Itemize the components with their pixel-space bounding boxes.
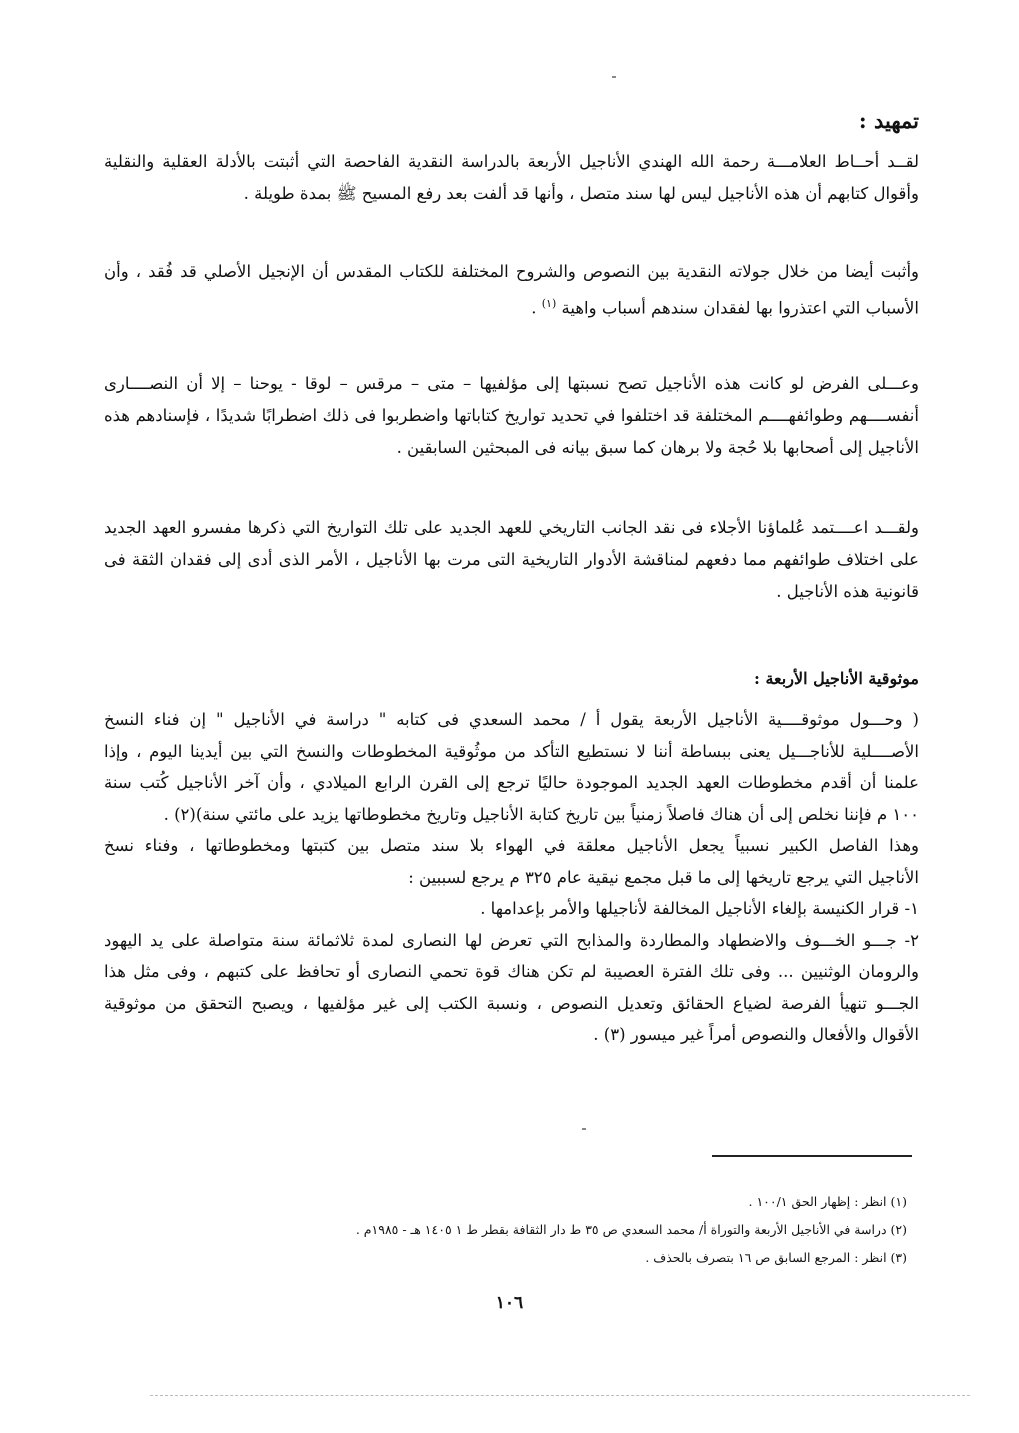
paragraph-2-text: وأثبت أيضا من خلال جولاته النقدية بين النصوص والشروح المختلفة للكتاب المقدس أن الإنجيل الأصلي قد فُقد ، وأن الأسباب التي اعتذروا بها لفقدان سندهم أسباب واهية: [104, 262, 919, 318]
body-line: علمنا أن أقدم مخطوطات العهد الجديد الموجودة حاليًا ترجع إلى القرن الرابع الميلادي ، وأن آخر الأناجيل كُتب سنة: [104, 773, 919, 792]
scan-speck: [612, 76, 616, 78]
body-line: والرومان الوثنيين ... وفى تلك الفترة العصيبة لم تكن هناك قوة تحمي النصارى أو تحافظ على كتبهم ، وفى مثل هذا: [104, 962, 919, 981]
footnote-separator: [712, 1155, 912, 1157]
footnote-1: (١) انظر : إظهار الحق ١٠٠/١ .: [748, 1194, 907, 1209]
paragraph-2: [104, 256, 919, 325]
body-line: الجـــو تنهيأ الفرصة لضياع الحقائق وتعديل النصوص ، ونسبة الكتب إلى غير مؤلفيها ، ويصبح التحقق من موثوقية: [104, 993, 919, 1013]
section-body: [104, 704, 919, 1051]
scan-speck: [582, 1128, 586, 1130]
footnotes: [147, 1188, 907, 1272]
body-line: الأصــــلية للأناجـــيل يعنى ببساطة أننا لا نستطيع التأكد من موثُوقية المخطوطات والنسخ التي بين أيدينا اليوم ، وإذا: [104, 741, 919, 761]
section-heading: تمهيد :: [858, 108, 919, 133]
paragraph-1: [104, 146, 919, 210]
body-line: ٢- جـــو الخـــوف والاضطهاد والمطاردة والمذابح التي تعرض لها النصارى لمدة ثلاثمائة سنة متواصلة على يد اليهود: [104, 930, 919, 950]
paragraph-3: [104, 368, 919, 464]
body-line: ١٠٠ م فإننا نخلص إلى أن هناك فاصلاً زمنياً بين تاريخ كتابة الأناجيل وتاريخ مخطوطاتها يزيد على مائتي سنة)(٢) .: [163, 804, 919, 824]
body-line: الأقوال والأفعال والنصوص أمراً غير ميسور (٣) .: [593, 1025, 919, 1044]
paragraph-1-text: لقــد أحــاط العلامـــة رحمة الله الهندي الأناجيل الأربعة بالدراسة النقدية الفاحصة التي أثبتت بالأدلة العقلية والنقلية وأقوال كتابهم أن هذه الأناجيل ليس لها سند متصل ، وأنها قد ألفت بعد رفع المسيح ﷺ بمدة طويلة .: [104, 152, 919, 203]
paragraph-3-text: وعـــلى الفرض لو كانت هذه الأناجيل تصح نسبتها إلى مؤلفيها – متى – مرقس – لوقا - يوحنا – إلا أن النصــــارى أنفســــهم وطوائفهــــم المختلفة قد اختلفوا في تحديد تواريخ كتاباتها واضطربوا فى ذلك اضطرابًا شديدًا ، فإسنادهم هذه الأناجيل إلى أصحابها بلا حُجة ولا برهان كما سبق بيانه فى المبحثين السابقين .: [104, 374, 919, 457]
body-line: وهذا الفاصل الكبير نسبياً يجعل الأناجيل معلقة في الهواء بلا سند متصل بين كتبتها ومخطوطاتها ، وفناء نسخ: [104, 836, 919, 855]
page-number: ١٠٦: [495, 1293, 524, 1313]
footnote-ref-1: (١): [541, 297, 557, 310]
paragraph-4-text: ولقـــد اعــــتمد عُلماؤنا الأجلاء فى نقد الجانب التاريخي للعهد الجديد على تلك التواريخ التي ذكرها مفسرو العهد الجديد على اختلاف طوائفهم مما دفعهم لمناقشة الأدوار التاريخية التى مرت بها الأناجيل ، الأمر الذى أدى إلى فقدان الثقة فى قانونية هذه الأناجيل .: [104, 518, 919, 601]
body-line: ١- قرار الكنيسة بإلغاء الأناجيل المخالفة لأناجيلها والأمر بإعدامها .: [480, 899, 919, 918]
body-line: الأناجيل التي يرجع تاريخها إلى ما قبل مجمع نيقية عام ٣٢٥ م يرجع لسببين :: [408, 867, 919, 887]
footnote-3: (٣) انظر : المرجع السابق ص ١٦ بتصرف بالحذف .: [645, 1250, 907, 1265]
paragraph-4: [104, 512, 919, 608]
subsection-heading: موثوقية الأناجيل الأربعة :: [753, 669, 919, 688]
scan-edge-line: [150, 1395, 970, 1396]
body-line: ( وحـــول موثوقــــية الأناجيل الأربعة يقول أ / محمد السعدي فى كتابه " دراسة في الأناجيل " إن فناء النسخ: [104, 710, 919, 729]
footnote-2: (٢) دراسة في الأناجيل الأربعة والتوراة أ/ محمد السعدي ص ٣٥ ط دار الثقافة بقطر ط ١ ١٤٠٥ هـ - ١٩٨٥م .: [355, 1222, 907, 1237]
paragraph-2-end: .: [531, 298, 542, 318]
